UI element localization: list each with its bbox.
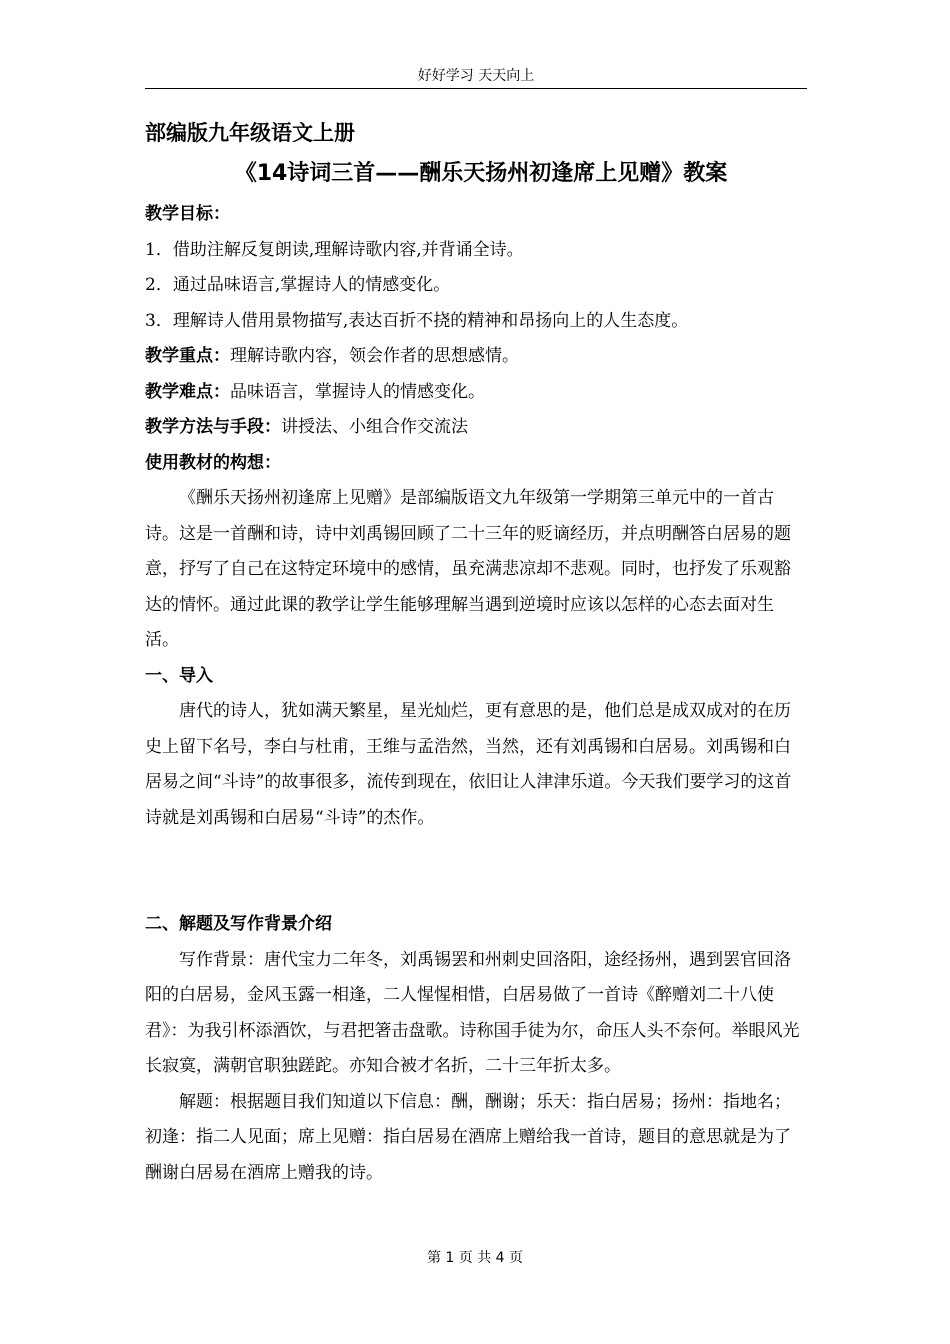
page-footer: 第 1 页 共 4 页: [426, 1250, 524, 1266]
doc-title-line2: 《14诗词三首——酬乐天扬州初逢席上见赠》教案: [234, 161, 728, 186]
objective-item-3: 3．理解诗人借用景物描写,表达百折不挠的精神和昂扬向上的人生态度。: [145, 310, 689, 331]
methods-label: 教学方法与手段：: [145, 417, 281, 437]
section1-heading: 一、导入: [145, 665, 213, 686]
key-point-label: 教学重点：: [145, 346, 230, 366]
key-point-text: 理解诗歌内容，领会作者的思想感情。: [230, 346, 519, 366]
difficulty-text: 品味语言，掌握诗人的情感变化。: [230, 381, 485, 402]
textbook-heading: 使用教材的构想：: [145, 452, 281, 473]
textbook-paragraph: 《酬乐天扬州初逢席上见赠》是部编版语文九年级第一学期第三单元中的一首古诗。这是一首酬和诗，诗中刘禹锡回顾了二十三年的贬谪经历，并点明酬答白居易的题意，抒写了自己在这特定环境中的感情，虽充满悲凉却不悲观。同时，也抒发了乐观豁达的情怀。通过此课的教学让学生能够理解当遇到逆境时应该以怎样的心态去面对生活。: [145, 488, 791, 650]
difficulty: [145, 375, 807, 411]
methods: [145, 410, 807, 446]
objective-item-1: 1．借助注解反复朗读,理解诗歌内容,并背诵全诗。: [145, 239, 524, 260]
header-rule: [145, 88, 807, 89]
methods-text: 讲授法、小组合作交流法: [281, 417, 468, 437]
key-point: [145, 339, 807, 375]
page-header: 好好学习 天天向上: [417, 68, 535, 84]
document-body: [145, 116, 807, 1191]
section1-paragraph: 唐代的诗人，犹如满天繁星，星光灿烂，更有意思的是，他们总是成双成对的在历史上留下名号，李白与杜甫，王维与孟浩然，当然，还有刘禹锡和白居易。刘禹锡和白居易之间“斗诗”的故事很多，流传到现在，依旧让人津津乐道。今天我们要学习的这首诗就是刘禹锡和白居易“斗诗”的杰作。: [145, 701, 792, 828]
objective-item-2: 2．通过品味语言,掌握诗人的情感变化。: [145, 275, 451, 295]
section2-background: 写作背景：唐代宝力二年冬，刘禹锡罢和州刺史回洛阳，途经扬州，遇到罢官回洛阳的白居易，金风玉露一相逢，二人惺惺相惜，白居易做了一首诗《醉赠刘二十八使君》：为我引杯添酒饮，与君把箸击盘歌。诗称国手徒为尔，命压人头不奈何。举眼风光长寂寞，满朝官职独蹉跎。亦知合被才名折，二十三年折太多。: [145, 949, 800, 1076]
objectives-heading: 教学目标：: [145, 204, 230, 224]
section2-explanation: 解题：根据题目我们知道以下信息：酬，酬谢；乐天：指白居易；扬州：指地名；初逢：指二人见面；席上见赠：指白居易在酒席上赠给我一首诗，题目的意思就是为了酬谢白居易在酒席上赠我的诗。: [145, 1091, 791, 1183]
difficulty-label: 教学难点：: [145, 381, 230, 402]
section2-heading: 二、解题及写作背景介绍: [145, 914, 332, 934]
doc-title-line1: 部编版九年级语文上册: [145, 121, 355, 145]
blank-gap: [145, 836, 807, 907]
